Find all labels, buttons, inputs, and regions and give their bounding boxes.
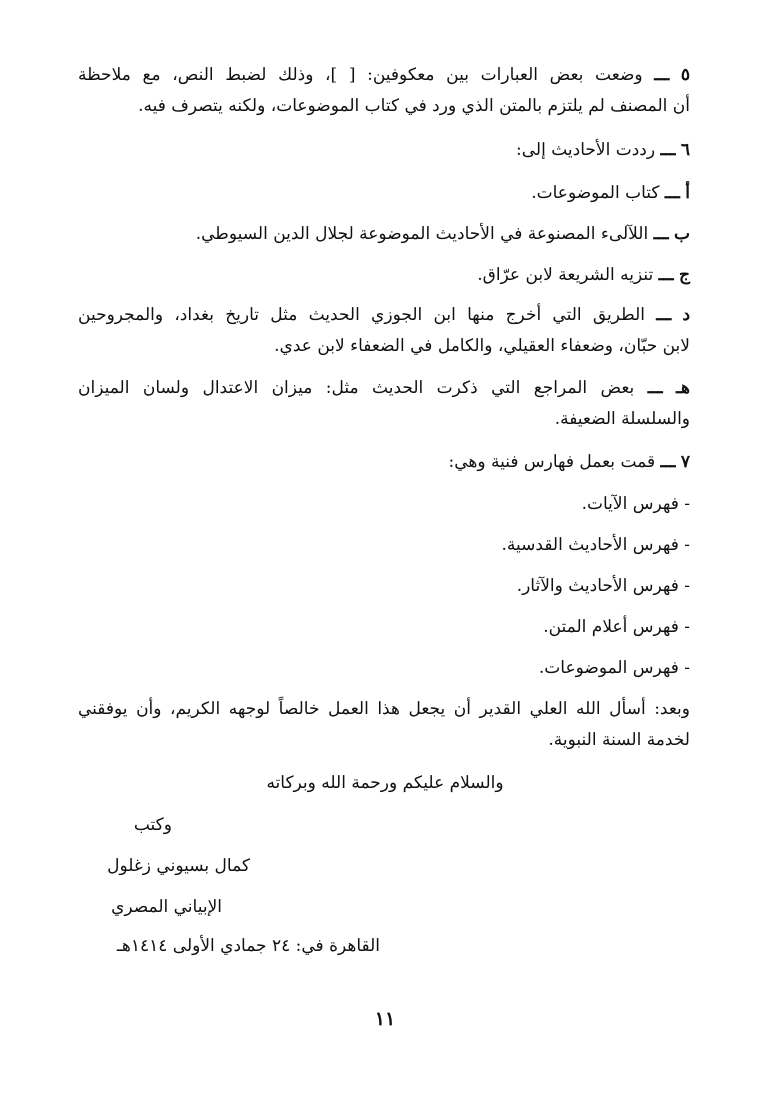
- index-item: - فهرس الموضوعات.: [538, 658, 690, 678]
- item5-dash: ـــ: [654, 65, 670, 85]
- sub-b-text: اللآلىء المصنوعة في الأحاديث الموضوعة لجلال الدين السيوطي.: [195, 224, 649, 244]
- index-item: - فهرس الأحاديث والآثار.: [516, 576, 690, 596]
- sub-c-text: تنزيه الشريعة لابن عرّاق.: [477, 265, 654, 285]
- signature-wrote: وكتب: [133, 815, 172, 835]
- item7-text: قمت بعمل فهارس فنية وهي:: [448, 452, 656, 472]
- sub-c-label: ج: [679, 265, 690, 285]
- item6-sub-a: [531, 180, 690, 206]
- sub-h-text-line1: بعض المراجع التي ذكرت الحديث مثل: ميزان الاعتدال ولسان الميزان: [78, 378, 635, 398]
- item6-dash: ـــ: [660, 140, 676, 160]
- item6-heading: [516, 137, 690, 163]
- item6-sub-c: [477, 262, 690, 288]
- item6-sub-d-line1: [78, 302, 690, 328]
- sub-d-dash: ـــ: [656, 305, 672, 325]
- item7-dash: ـــ: [660, 452, 676, 472]
- index-item-text: فهرس الآيات.: [581, 494, 679, 514]
- sub-a-dash: ـــ: [664, 183, 680, 203]
- index-item: - فهرس الأحاديث القدسية.: [501, 535, 690, 555]
- sub-a-label: أ: [685, 183, 690, 203]
- page-number: ١١: [374, 1008, 396, 1030]
- index-item-text: فهرس الموضوعات.: [538, 658, 679, 678]
- sub-h-dash: ـــ: [647, 378, 663, 398]
- sub-a-text: كتاب الموضوعات.: [531, 183, 660, 203]
- item7-number: ٧: [680, 452, 690, 472]
- item5-line1: [78, 62, 690, 88]
- sub-h-label: هـ: [676, 378, 690, 398]
- item6-sub-h-line2: والسلسلة الضعيفة.: [554, 409, 690, 429]
- sub-b-label: ب: [673, 224, 690, 244]
- index-item: - فهرس أعلام المتن.: [543, 617, 690, 637]
- closing-line2: لخدمة السنة النبوية.: [548, 730, 690, 750]
- sub-b-dash: ـــ: [653, 224, 669, 244]
- item6-sub-d-line2: لابن حبّان، وضعفاء العقيلي، والكامل في الضعفاء لابن عدي.: [274, 336, 690, 356]
- signature-nisba: الإبياني المصري: [111, 897, 222, 917]
- closing-line1: وبعد: أسأل الله العلي القدير أن يجعل هذا العمل خالصاً لوجهه الكريم، وأن يوفقني: [78, 699, 690, 719]
- item6-sub-b: [196, 221, 690, 247]
- index-item-text: فهرس أعلام المتن.: [543, 617, 679, 637]
- index-item-text: فهرس الأحاديث القدسية.: [501, 535, 679, 555]
- index-item: - فهرس الآيات.: [581, 494, 690, 514]
- item6-number: ٦: [680, 140, 690, 160]
- item5-text-line1: وضعت بعض العبارات بين معكوفين: [ ]، وذلك لضبط النص، مع ملاحظة: [78, 65, 643, 85]
- signature-date: القاهرة في: ٢٤ جمادي الأولى ١٤١٤هـ: [116, 936, 380, 956]
- sub-d-label: د: [682, 305, 691, 325]
- item5-line2: أن المصنف لم يلتزم بالمتن الذي ورد في كتاب الموضوعات، ولكنه يتصرف فيه.: [138, 96, 690, 116]
- item6-text: رددت الأحاديث إلى:: [516, 140, 656, 160]
- sub-d-text-line1: الطريق التي أخرج منها ابن الجوزي الحديث مثل تاريخ بغداد، والمجروحين: [78, 305, 645, 325]
- item6-sub-h-line1: [78, 375, 690, 401]
- index-item-text: فهرس الأحاديث والآثار.: [516, 576, 679, 596]
- signature-name: كمال بسيوني زغلول: [107, 856, 250, 876]
- salam-line: والسلام عليكم ورحمة الله وبركاته: [266, 773, 504, 793]
- item5-number: ٥: [680, 65, 690, 85]
- item7-heading: [449, 449, 690, 475]
- sub-c-dash: ـــ: [658, 265, 674, 285]
